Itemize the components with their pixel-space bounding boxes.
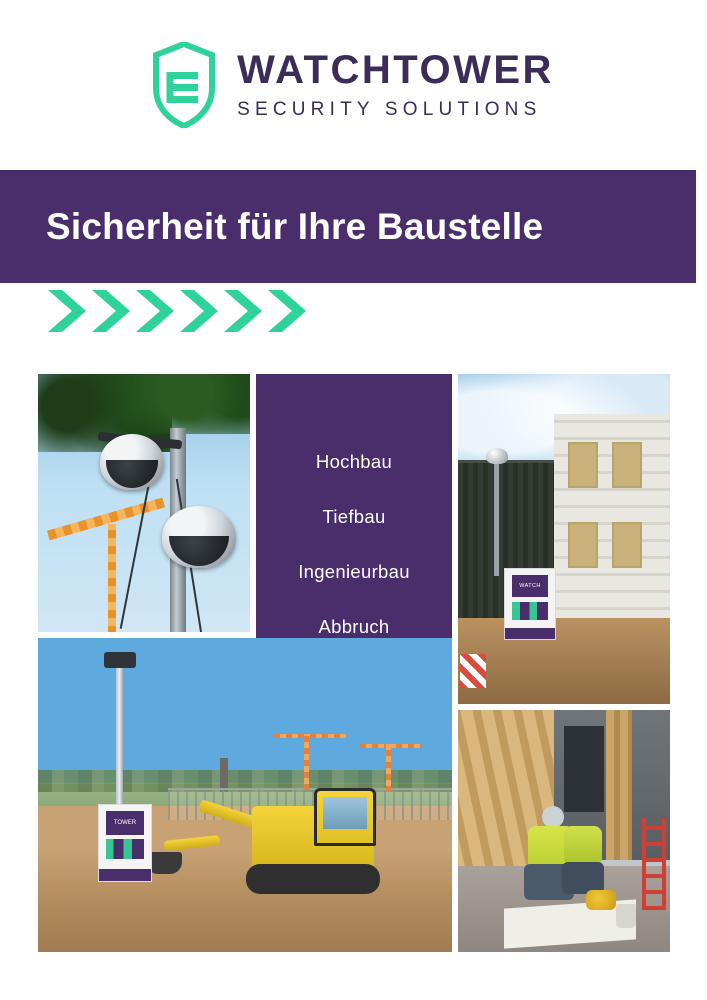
photo-ptz-cameras-on-mast [38, 374, 250, 632]
window [612, 442, 642, 488]
crane-mast [304, 734, 309, 790]
chevron-right-icon [134, 288, 178, 334]
service-item-tiefbau: Tiefbau [322, 506, 386, 527]
cabinet-footer-strip [99, 869, 151, 881]
excavator-cab [314, 788, 376, 846]
tree-foliage [134, 374, 250, 434]
watchtower-cabinet [98, 804, 152, 882]
cabinet-footer-strip [505, 628, 555, 639]
window [568, 522, 598, 568]
excavator-track [246, 864, 380, 894]
camera-pole [494, 458, 499, 576]
cabinet-logo-text: TOWER [113, 820, 137, 826]
shield-icon [153, 42, 215, 128]
photo-workers-on-site [458, 710, 670, 952]
page-title: Sicherheit für Ihre Baustelle [46, 205, 544, 247]
brand-tagline: SECURITY SOLUTIONS [237, 99, 542, 120]
guy-wire [120, 481, 151, 629]
chevron-right-icon [46, 288, 90, 334]
dome-camera-icon [486, 448, 508, 464]
chevron-right-icon [222, 288, 266, 334]
camera-head [104, 652, 136, 668]
brand-header [0, 0, 707, 170]
power-tool [586, 890, 616, 910]
timber-stack [606, 710, 632, 860]
camera-mast [116, 662, 123, 812]
cabinet-logo-text: WATCH [519, 582, 541, 589]
window [612, 522, 642, 568]
service-item-ingenieurbau: Ingenieurbau [298, 561, 410, 582]
window [564, 726, 604, 812]
crane-jib [47, 498, 165, 541]
dome-camera-icon [162, 506, 236, 568]
service-item-abbruch: Abbruch [318, 616, 390, 637]
photo-camera-tower-at-fence [458, 374, 670, 704]
headline-band [0, 170, 696, 283]
window [568, 442, 598, 488]
crane-jib [274, 734, 346, 738]
cabinet-logo [512, 575, 548, 597]
crane-jib [360, 744, 422, 748]
ladder [642, 818, 666, 910]
image-collage [38, 374, 670, 952]
worker-head [542, 806, 564, 828]
chevron-right-icon [266, 288, 310, 334]
church-tower [220, 758, 228, 792]
logo-text [237, 49, 554, 121]
bucket [616, 904, 636, 928]
chevron-right-icon [90, 288, 134, 334]
dome-camera-icon [100, 434, 164, 490]
crane-mast [386, 744, 391, 792]
traffic-barrier [460, 654, 486, 688]
building-facade [554, 414, 670, 624]
logo [153, 42, 554, 128]
service-item-hochbau: Hochbau [315, 451, 393, 472]
worker-figure [562, 814, 606, 896]
chevron-right-icon [178, 288, 222, 334]
crane-mast [108, 524, 116, 632]
brand-name: WATCHTOWER [237, 48, 554, 92]
cabinet-logo [106, 811, 144, 835]
chevron-decoration [46, 288, 310, 334]
footer-margin [0, 952, 707, 1000]
ground [458, 618, 670, 704]
cabinet-graphic [106, 839, 144, 859]
cabinet-graphic [512, 602, 548, 620]
photo-excavator-on-site [38, 638, 452, 952]
hi-vis-vest [564, 826, 602, 866]
watchtower-cabinet [504, 568, 556, 640]
